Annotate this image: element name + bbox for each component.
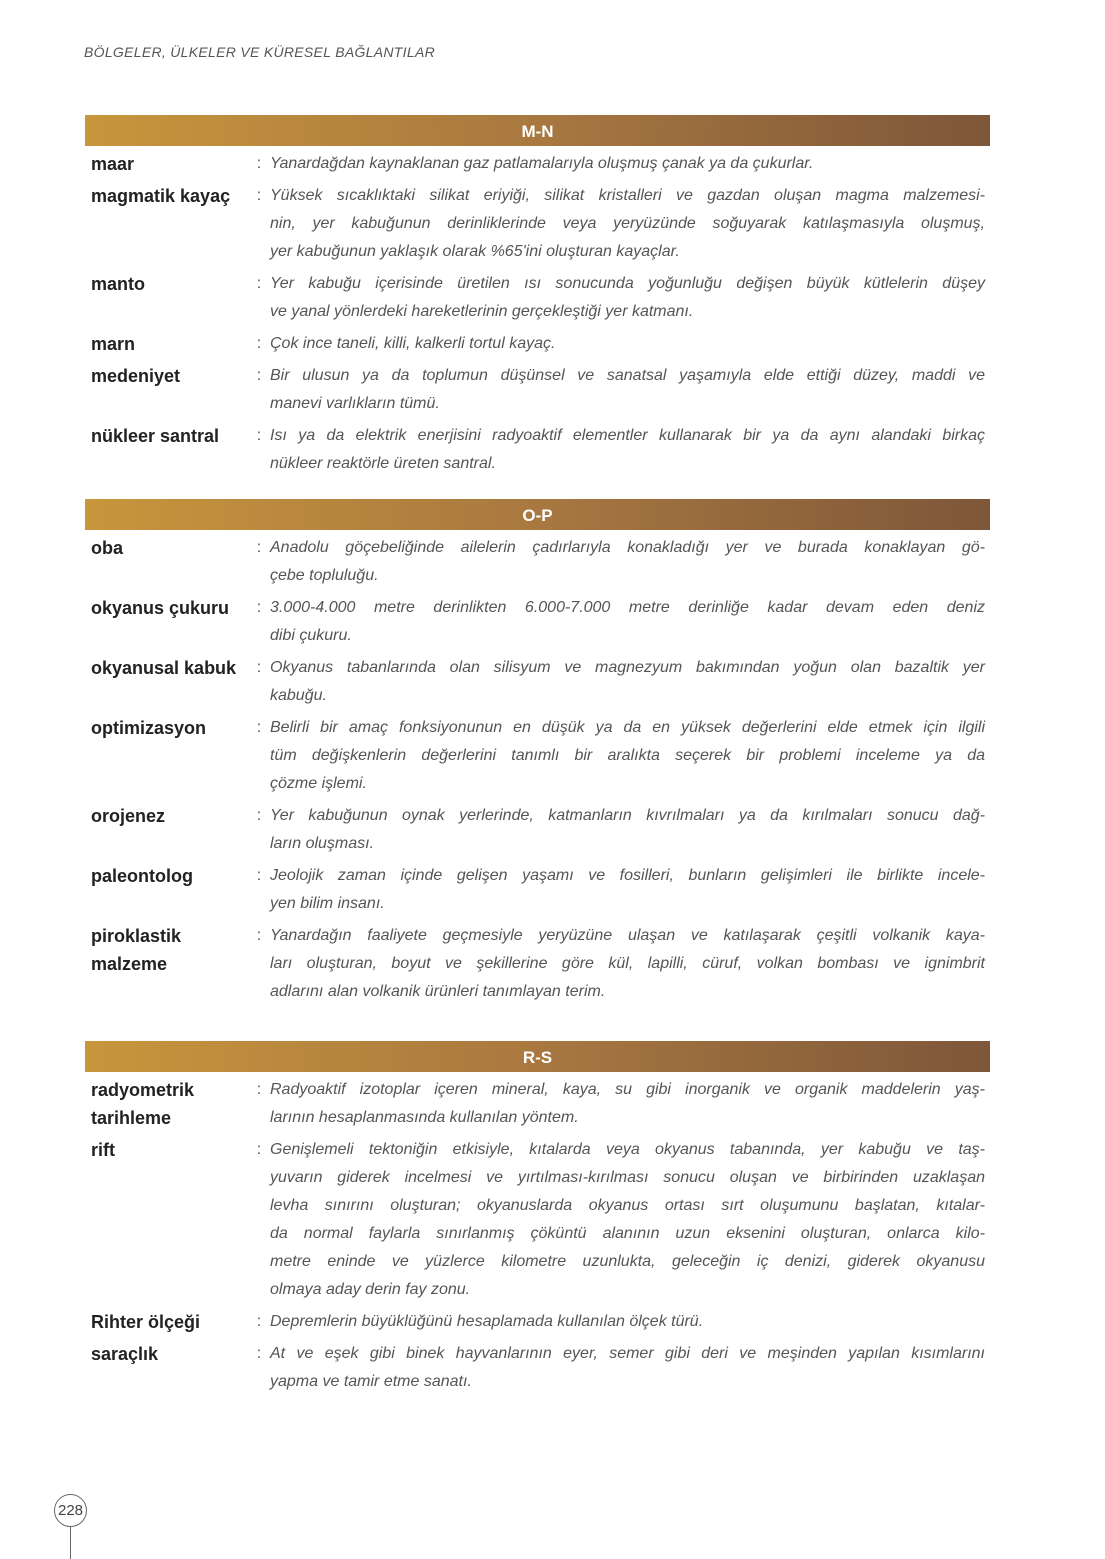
separator: : — [256, 275, 262, 292]
glossary-entry — [85, 862, 990, 918]
definition-line: yen bilim insanı. — [270, 895, 385, 912]
definition-line: çözme işlemi. — [270, 775, 367, 792]
glossary-entry — [85, 594, 990, 650]
glossary-definition — [270, 802, 985, 858]
glossary-entry — [85, 270, 990, 326]
section-header — [85, 499, 990, 530]
glossary-entry — [85, 714, 990, 798]
term-line: oba — [91, 538, 124, 558]
glossary-entry — [85, 150, 990, 178]
term-line: marn — [91, 334, 136, 354]
separator: : — [256, 427, 262, 444]
glossary-entry — [85, 330, 990, 358]
glossary-term — [85, 802, 248, 858]
glossary-definition — [270, 714, 985, 798]
glossary-term — [85, 862, 248, 918]
glossary-entry — [85, 922, 990, 1006]
section-header — [85, 1041, 990, 1072]
separator: : — [256, 335, 262, 352]
definition-line: Belirli bir amaç fonksiyonunun en düşük ya da en yüksek değerlerini elde etmek için ilgili — [270, 719, 985, 736]
section-header — [85, 115, 990, 146]
term-line: nükleer santral — [91, 426, 220, 446]
definition-line: yuvarın giderek incelmesi ve yırtılması-kırılması sonucu oluşan ve birbirinden uzaklaşan — [270, 1169, 985, 1186]
term-line: medeniyet — [91, 366, 181, 386]
term-line: magmatik kayaç — [91, 186, 231, 206]
glossary-definition — [270, 1076, 985, 1132]
definition-line: ların oluşması. — [270, 835, 375, 852]
term-line: rift — [91, 1140, 115, 1160]
running-head: BÖLGELER, ÜLKELER VE KÜRESEL BAĞLANTILAR — [84, 44, 435, 60]
glossary-term — [85, 654, 248, 710]
definition-line: Genişlemeli tektoniğin etkisiyle, kıtalarda veya okyanus tabanında, yer kabuğu ve taş- — [270, 1141, 985, 1158]
term-line: radyometrik — [91, 1080, 195, 1100]
definition-line: Anadolu göçebeliğinde ailelerin çadırlarıyla konakladığı yer ve burada konaklayan gö- — [270, 539, 985, 556]
glossary-term — [85, 1136, 248, 1304]
definition-line: At ve eşek gibi binek hayvanlarının eyer, semer gibi deri ve meşinden yapılan kısımlarını — [270, 1345, 985, 1362]
glossary-term — [85, 534, 248, 590]
glossary-entry — [85, 1136, 990, 1304]
definition-line: larının hesaplanmasında kullanılan yöntem. — [270, 1109, 579, 1126]
glossary-term — [85, 422, 248, 478]
glossary-section-m-n — [85, 115, 990, 478]
glossary-entry — [85, 1076, 990, 1132]
glossary-definition — [270, 654, 985, 710]
glossary-definition — [270, 534, 985, 590]
definition-line: tüm değişkenlerin değerlerini tanımlı bir aralıkta seçerek bir problemi inceleme ya da — [270, 747, 985, 764]
term-line: saraçlık — [91, 1344, 159, 1364]
term-line: maar — [91, 154, 135, 174]
glossary-entry — [85, 654, 990, 710]
glossary-section-r-s — [85, 1041, 990, 1396]
definition-line: dibi çukuru. — [270, 627, 352, 644]
separator: : — [256, 1081, 262, 1098]
glossary-definition — [270, 922, 985, 1006]
definition-line: Yer kabuğu içerisinde üretilen ısı sonucunda yoğunluğu değişen büyük kütlelerin düşey — [270, 275, 985, 292]
definition-line: Yer kabuğunun oynak yerlerinde, katmanların kıvrılmaları ya da kırılmaları sonucu dağ- — [270, 807, 985, 824]
glossary-term — [85, 714, 248, 798]
definition-line: 3.000-4.000 metre derinlikten 6.000-7.000 metre derinliğe kadar devam eden deniz — [270, 599, 985, 616]
term-line: piroklastik — [91, 926, 182, 946]
separator: : — [256, 155, 262, 172]
glossary-term — [85, 182, 248, 266]
definition-line: Isı ya da elektrik enerjisini radyoaktif elementler kullanarak bir ya da aynı alandaki birkaç — [270, 427, 985, 444]
glossary-definition — [270, 1308, 985, 1336]
separator: : — [256, 1141, 262, 1158]
definition-line: Yanardağın faaliyete geçmesiyle yeryüzüne ulaşan ve katılaşarak çeşitli volkanik kaya- — [270, 927, 985, 944]
separator: : — [256, 659, 262, 676]
definition-line: kabuğu. — [270, 687, 327, 704]
glossary-term — [85, 1308, 248, 1336]
glossary-term — [85, 330, 248, 358]
glossary-definition — [270, 1340, 985, 1396]
separator: : — [256, 599, 262, 616]
term-line: malzeme — [91, 954, 168, 974]
definition-line: Depremlerin büyüklüğünü hesaplamada kullanılan ölçek türü. — [270, 1313, 704, 1330]
separator: : — [256, 1345, 262, 1362]
section-title: R-S — [522, 1048, 553, 1067]
definition-line: Bir ulusun ya da toplumun düşünsel ve sanatsal yaşamıyla elde ettiği düzey, maddi ve — [270, 367, 985, 384]
definition-line: çebe topluluğu. — [270, 567, 379, 584]
glossary-definition — [270, 422, 985, 478]
glossary-section-o-p — [85, 499, 990, 1006]
glossary-definition — [270, 330, 985, 358]
term-line: orojenez — [91, 806, 166, 826]
term-line: optimizasyon — [91, 718, 207, 738]
definition-line: yer kabuğunun yaklaşık olarak %65'ini oluşturan kayaçlar. — [270, 243, 680, 260]
glossary-entry — [85, 802, 990, 858]
glossary-term — [85, 270, 248, 326]
glossary-entry — [85, 534, 990, 590]
separator: : — [256, 719, 262, 736]
term-line: manto — [91, 274, 145, 294]
definition-line: nin, yer kabuğunun derinliklerinde veya yeryüzünde soğuyarak katılaşmasıyla oluşmuş, — [270, 215, 985, 232]
definition-line: Jeolojik zaman içinde gelişen yaşamı ve fosilleri, bunların gelişimleri ile birlikte incele- — [270, 867, 985, 884]
glossary-definition — [270, 594, 985, 650]
glossary-entry — [85, 182, 990, 266]
separator: : — [256, 807, 262, 824]
glossary-entry — [85, 1308, 990, 1336]
separator: : — [256, 927, 262, 944]
page-number-line — [70, 1526, 71, 1559]
glossary-definition — [270, 270, 985, 326]
definition-line: ları oluşturan, boyut ve şekillerine göre kül, lapilli, cüruf, volkan bombası ve ignimbrit — [270, 955, 985, 972]
glossary-term — [85, 1076, 248, 1132]
glossary-term — [85, 922, 248, 1006]
separator: : — [256, 867, 262, 884]
section-title: O-P — [522, 506, 553, 525]
definition-line: manevi varlıkların tümü. — [270, 395, 440, 412]
definition-line: Yüksek sıcaklıktaki silikat eriyiği, silikat kristalleri ve gazdan oluşan magma malzemesi- — [270, 187, 985, 204]
definition-line: Okyanus tabanlarında olan silisyum ve magnezyum bakımından yoğun olan bazaltik yer — [270, 659, 985, 676]
separator: : — [256, 539, 262, 556]
glossary-definition — [270, 362, 985, 418]
definition-line: da normal faylarla sınırlanmış çöküntü alanının uzun eksenini oluşturan, onlarca kilo- — [270, 1225, 985, 1242]
page-number: 228 — [54, 1494, 87, 1527]
glossary-definition — [270, 1136, 985, 1304]
glossary-definition — [270, 862, 985, 918]
definition-line: yapma ve tamir etme sanatı. — [270, 1373, 472, 1390]
glossary-entry — [85, 362, 990, 418]
term-line: paleontolog — [91, 866, 193, 886]
glossary-term — [85, 362, 248, 418]
section-title: M-N — [521, 122, 554, 141]
glossary-definition — [270, 150, 985, 178]
definition-line: Yanardağdan kaynaklanan gaz patlamalarıyla oluşmuş çanak ya da çukurlar. — [270, 155, 814, 172]
definition-line: metre eninde ve yüzlerce kilometre uzunlukta, geleceğin iç denizi, giderek okyanusu — [270, 1253, 985, 1270]
definition-line: ve yanal yönlerdeki hareketlerinin gerçekleştiği yer katmanı. — [270, 303, 694, 320]
separator: : — [256, 367, 262, 384]
glossary-entry — [85, 422, 990, 478]
term-line: tarihleme — [91, 1108, 172, 1128]
glossary-term — [85, 1340, 248, 1396]
term-line: okyanus çukuru — [91, 598, 230, 618]
definition-line: nükleer reaktörle üreten santral. — [270, 455, 496, 472]
term-line: okyanusal kabuk — [91, 658, 237, 678]
definition-line: Radyoaktif izotoplar içeren mineral, kaya, su gibi inorganik ve organik maddelerin yaş- — [270, 1081, 985, 1098]
glossary-definition — [270, 182, 985, 266]
definition-line: levha sınırını oluşturan; okyanuslarda okyanus ortası sırt oluşumunu başlatan, kıtalar- — [270, 1197, 985, 1214]
term-line: Rihter ölçeği — [91, 1312, 201, 1332]
definition-line: Çok ince taneli, killi, kalkerli tortul kayaç. — [270, 335, 556, 352]
definition-line: adlarını alan volkanik ürünleri tanımlayan terim. — [270, 983, 606, 1000]
separator: : — [256, 1313, 262, 1330]
glossary-entry — [85, 1340, 990, 1396]
definition-line: olmaya aday derin fay zonu. — [270, 1281, 471, 1298]
glossary-term — [85, 150, 248, 178]
glossary-term — [85, 594, 248, 650]
separator: : — [256, 187, 262, 204]
